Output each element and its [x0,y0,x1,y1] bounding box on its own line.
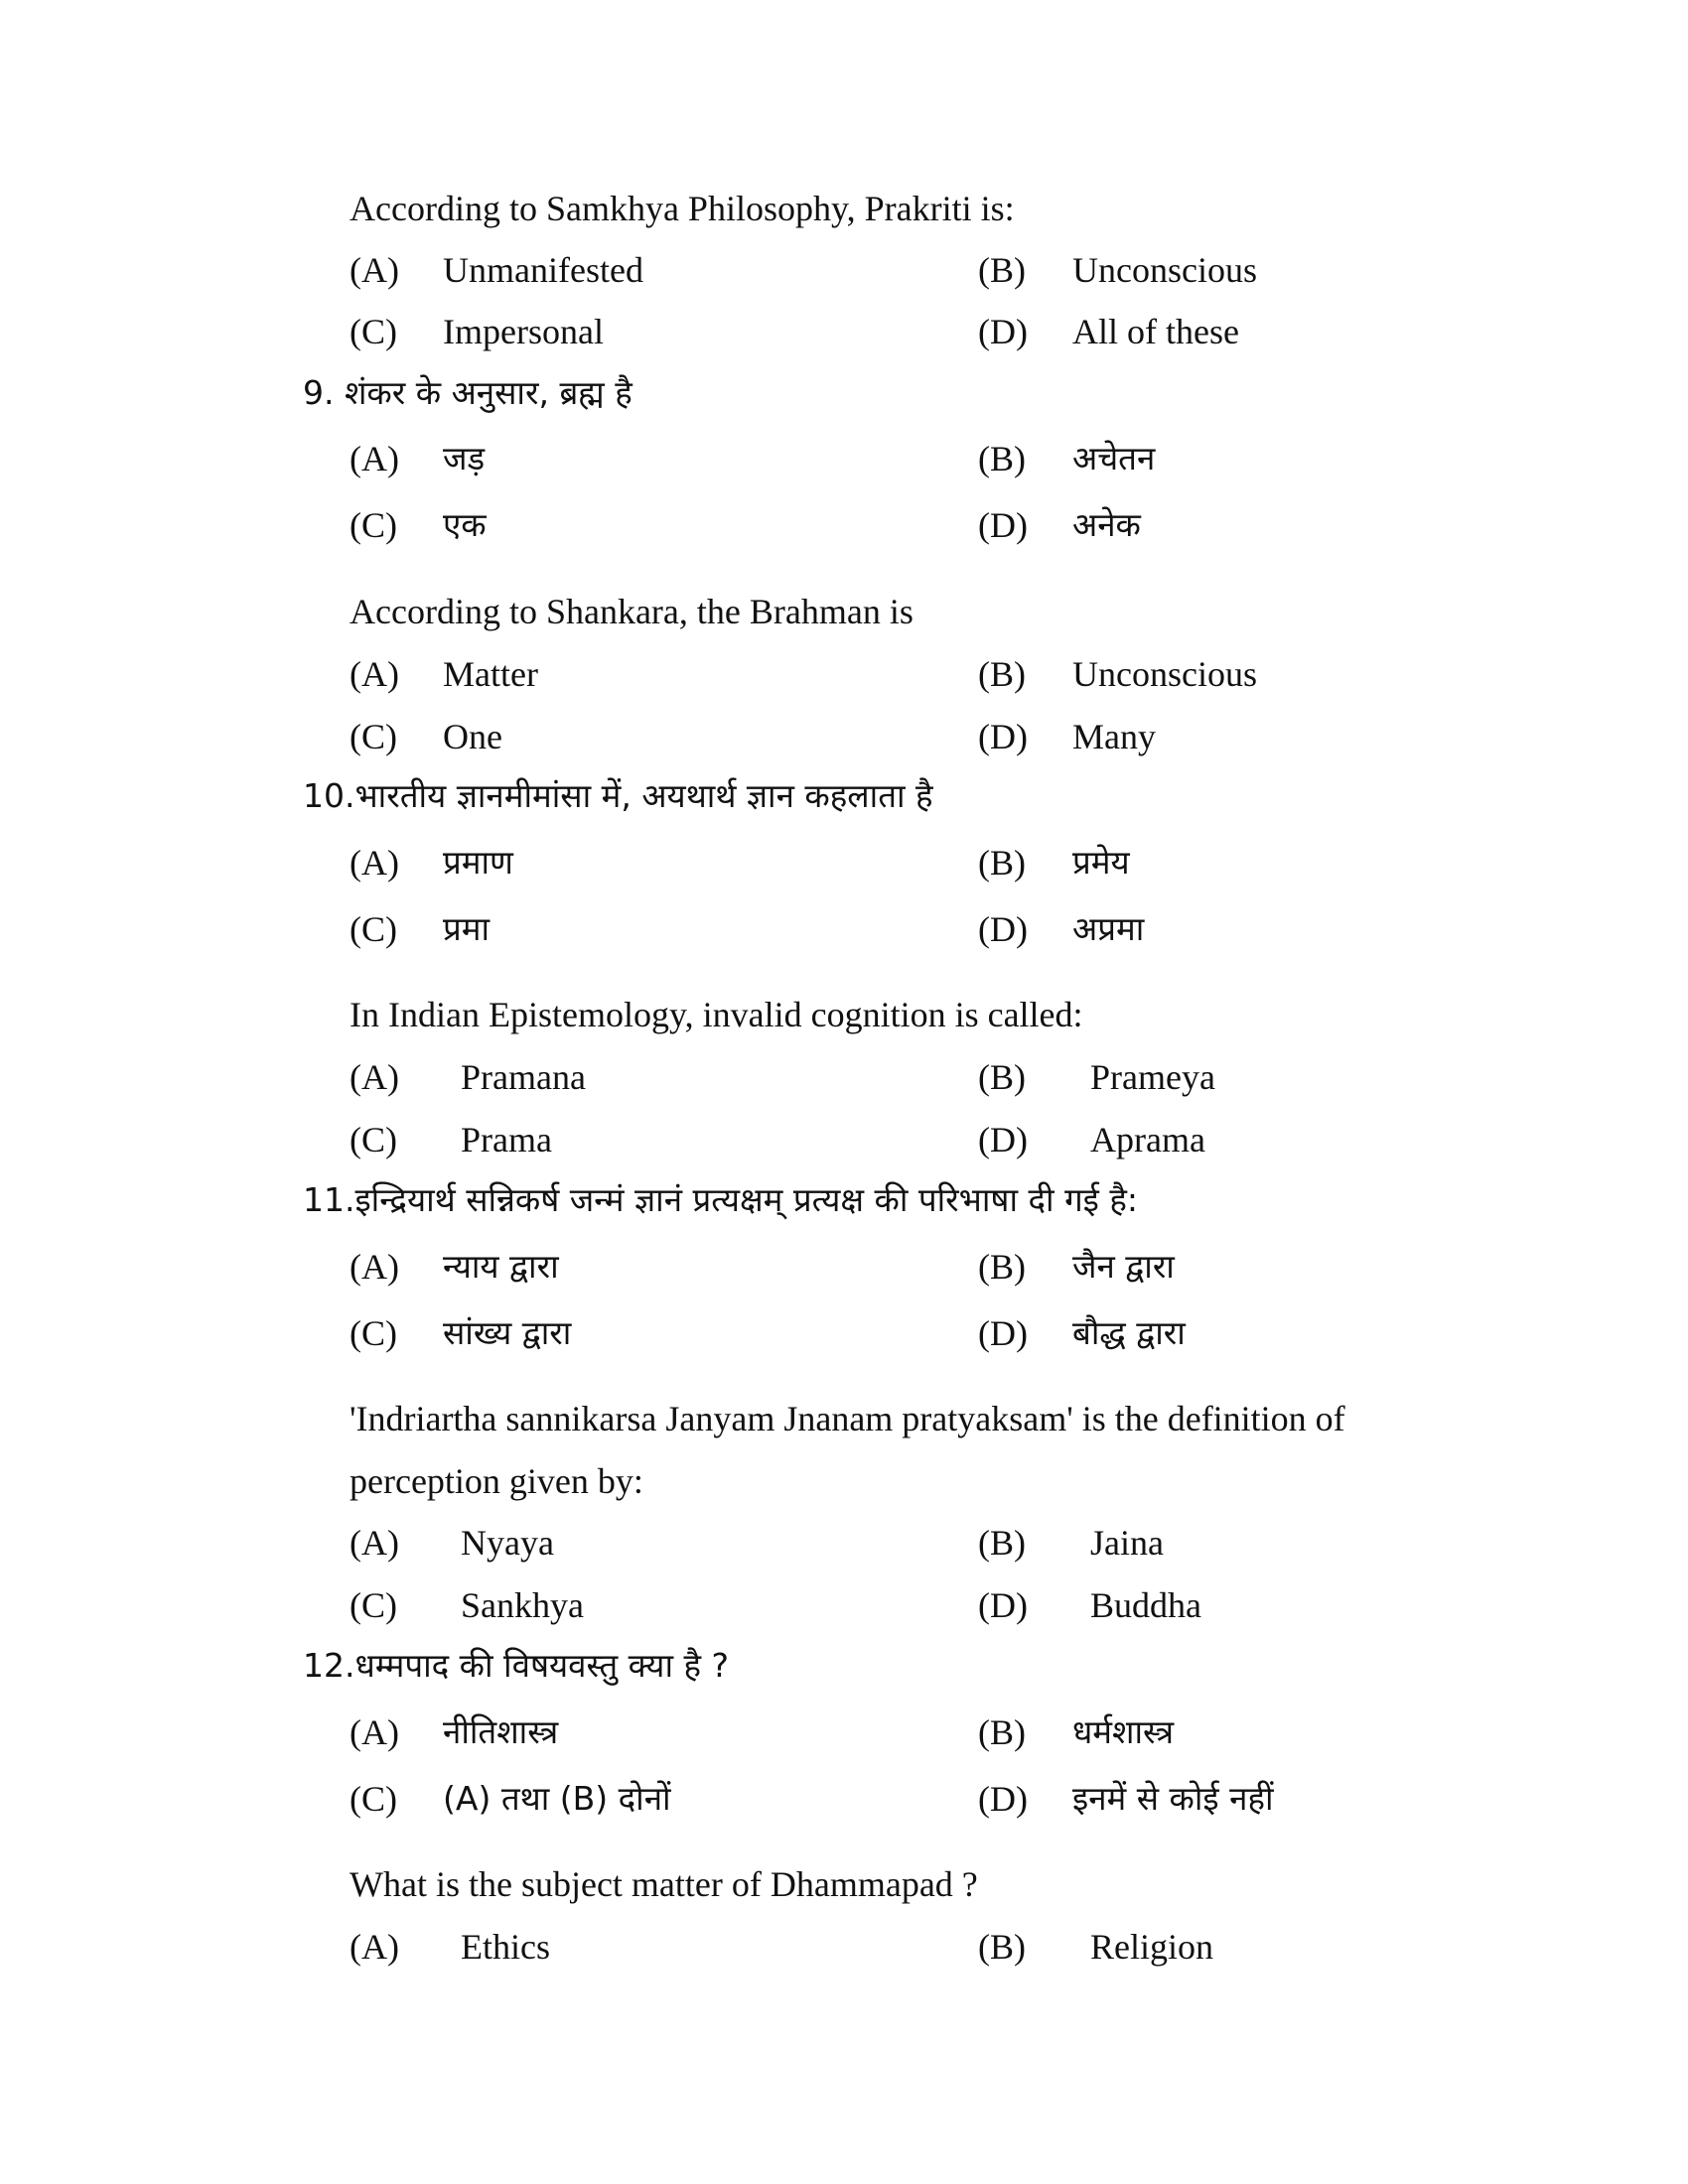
option-label: (B) [978,654,1026,694]
option-text: Many [1072,717,1156,756]
option-label: (B) [978,1712,1026,1752]
option-text: प्रमा [443,909,491,948]
question-stem: In Indian Epistemology, invalid cognition is called: [350,995,1083,1034]
option-text: इनमें से कोई नहीं [1072,1779,1274,1818]
option-label: (C) [350,1313,397,1353]
option-text: Impersonal [443,312,604,351]
option-label: (C) [350,1120,397,1160]
option-text: एक [443,505,487,544]
option-label: (B) [978,843,1026,883]
option-text: One [443,717,502,756]
option-label: (C) [350,717,397,756]
option-label: (C) [350,1585,397,1625]
option-text: अनेक [1072,505,1141,544]
option-label: (D) [978,1120,1028,1160]
question-stem: According to Shankara, the Brahman is [350,592,914,631]
option-label: (D) [978,1585,1028,1625]
option-label: (A) [350,1247,399,1287]
option-label: (D) [978,312,1028,351]
option-label: (A) [350,1523,399,1563]
question-stem: According to Samkhya Philosophy, Prakriti is: [350,189,1015,228]
option-text: नीतिशास्त्र [443,1712,559,1751]
option-text: अप्रमा [1072,909,1145,948]
question-stem: 11.इन्द्रियार्थ सन्निकर्ष जन्मं ज्ञानं प्रत्यक्षम् प्रत्यक्ष की परिभाषा दी गई है: [303,1180,1139,1219]
option-text: Jaina [1090,1523,1164,1563]
option-label: (B) [978,1523,1026,1563]
option-text: धर्मशास्त्र [1072,1712,1175,1751]
option-text: Pramana [461,1057,586,1097]
option-label: (B) [978,1247,1026,1287]
option-text: अचेतन [1072,439,1156,478]
option-text: Sankhya [461,1585,584,1625]
option-text: Prama [461,1120,552,1160]
option-label: (B) [978,1057,1026,1097]
option-text: प्रमेय [1072,843,1130,882]
option-label: (C) [350,312,397,351]
option-label: (B) [978,439,1026,478]
option-text: Matter [443,654,538,694]
option-label: (C) [350,505,397,545]
question-stem: What is the subject matter of Dhammapad ? [350,1864,978,1904]
option-text: Prameya [1090,1057,1215,1097]
option-label: (A) [350,250,399,290]
option-text: Unmanifested [443,250,643,290]
option-label: (D) [978,1779,1028,1819]
option-text: Buddha [1090,1585,1201,1625]
option-text: प्रमाण [443,843,513,882]
option-text: Unconscious [1072,250,1257,290]
option-label: (A) [350,1057,399,1097]
question-stem-continued: perception given by: [350,1461,643,1501]
option-label: (A) [350,1712,399,1752]
option-text: Religion [1090,1927,1213,1967]
option-text: Aprama [1090,1120,1205,1160]
option-label: (D) [978,909,1028,949]
option-label: (B) [978,250,1026,290]
option-label: (D) [978,505,1028,545]
option-label: (A) [350,1927,399,1967]
question-stem: 12.धम्मपाद की विषयवस्तु क्या है ? [303,1646,730,1685]
option-label: (C) [350,1779,397,1819]
option-label: (D) [978,1313,1028,1353]
option-text: Ethics [461,1927,550,1967]
option-text: न्याय द्वारा [443,1247,559,1286]
option-text: (A) तथा (B) दोनों [443,1779,671,1818]
option-text: सांख्य द्वारा [443,1313,572,1352]
option-label: (D) [978,717,1028,756]
option-label: (A) [350,439,399,478]
option-label: (B) [978,1927,1026,1967]
option-label: (A) [350,654,399,694]
question-stem: 9. शंकर के अनुसार, ब्रह्म है [303,373,633,412]
question-stem: 10.भारतीय ज्ञानमीमांसा में, अयथार्थ ज्ञान कहलाता है [303,776,933,815]
option-text: जैन द्वारा [1072,1247,1175,1286]
option-text: Unconscious [1072,654,1257,694]
option-text: Nyaya [461,1523,554,1563]
question-stem: 'Indriartha sannikarsa Janyam Jnanam pratyaksam' is the definition of [350,1399,1345,1438]
option-text: जड़ [443,439,486,478]
option-text: All of these [1072,312,1239,351]
option-text: बौद्ध द्वारा [1072,1313,1186,1352]
option-label: (C) [350,909,397,949]
option-label: (A) [350,843,399,883]
